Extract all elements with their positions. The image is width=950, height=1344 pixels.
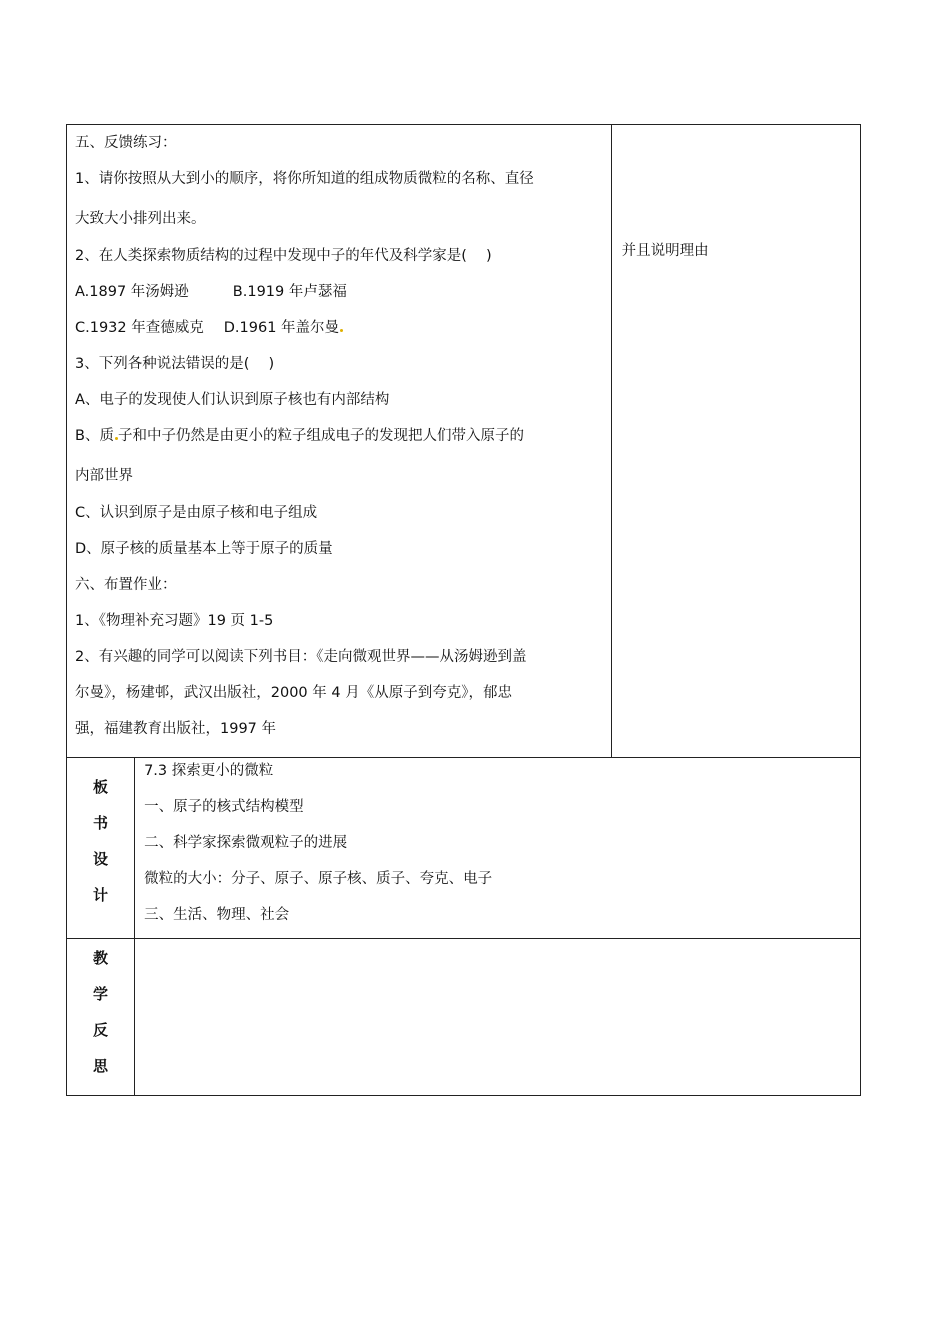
reflection-label-char-1: 教 bbox=[93, 949, 109, 967]
aside-note: 并且说明理由 bbox=[621, 243, 709, 259]
board-design-row bbox=[67, 758, 861, 939]
question-2-option-a: A.1897 年汤姆逊 bbox=[75, 284, 189, 300]
feedback-cell bbox=[67, 125, 612, 758]
question-1-line-1: 1、请你按照从大到小的顺序，将你所知道的组成物质微粒的名称、直径 bbox=[75, 171, 534, 187]
question-1-line-2: 大致大小排列出来。 bbox=[75, 211, 206, 227]
board-line-2: 二、科学家探索微观粒子的进展 bbox=[144, 835, 348, 851]
question-3-option-b-part-1: B、质 bbox=[75, 428, 114, 444]
question-3-stem: 3、下列各种说法错误的是( ) bbox=[75, 356, 275, 372]
feedback-row bbox=[67, 125, 861, 758]
homework-item-1: 1、《物理补充习题》19 页 1-5 bbox=[75, 613, 274, 629]
board-label-char-1: 板 bbox=[93, 778, 109, 796]
question-2-option-d: D.1961 年盖尔曼 bbox=[223, 320, 340, 336]
question-3-option-d: D、原子核的质量基本上等于原子的质量 bbox=[75, 541, 333, 557]
reflection-content-cell bbox=[135, 939, 861, 1096]
question-2-option-b: B.1919 年卢瑟福 bbox=[232, 284, 347, 300]
board-line-3: 微粒的大小：分子、原子、原子核、质子、夸克、电子 bbox=[144, 871, 493, 887]
homework-item-2-line-1: 2、有兴趣的同学可以阅读下列书目：《走向微观世界——从汤姆逊到盖 bbox=[75, 649, 527, 665]
board-line-4: 三、生活、物理、社会 bbox=[144, 907, 290, 923]
board-label-char-2: 书 bbox=[93, 814, 109, 832]
question-2-options-cd bbox=[75, 319, 611, 337]
question-3-option-c: C、认识到原子是由原子核和电子组成 bbox=[75, 505, 318, 521]
question-3-option-b-line-1 bbox=[75, 427, 611, 445]
aside-cell bbox=[611, 125, 860, 758]
question-3-option-b-line-2: 内部世界 bbox=[75, 468, 133, 484]
reflection-label-char-3: 反 bbox=[93, 1021, 109, 1039]
question-2-stem: 2、在人类探索物质结构的过程中发现中子的年代及科学家是( ) bbox=[75, 248, 492, 264]
question-3-option-a: A、电子的发现使人们认识到原子核也有内部结构 bbox=[75, 392, 390, 408]
board-label-char-4: 计 bbox=[93, 886, 109, 904]
board-title: 7.3 探索更小的微粒 bbox=[144, 763, 274, 779]
question-2-option-c: C.1932 年查德威克 bbox=[75, 320, 204, 336]
question-2-options-ab bbox=[75, 283, 611, 301]
lesson-plan-table bbox=[66, 124, 861, 1096]
homework-heading: 六、布置作业： bbox=[75, 577, 177, 593]
marker-dot bbox=[340, 329, 343, 332]
homework-item-2-line-2: 尔曼》，杨建邨，武汉出版社，2000 年 4 月《从原子到夸克》，郁忠 bbox=[75, 685, 512, 701]
board-design-content-cell bbox=[135, 758, 861, 939]
question-3-option-b-part-2: 子和中子仍然是由更小的粒子组成电子的发现把人们带入原子的 bbox=[117, 428, 524, 444]
teaching-reflection-row bbox=[67, 939, 861, 1096]
homework-item-2-line-3: 强，福建教育出版社，1997 年 bbox=[75, 721, 277, 737]
board-line-1: 一、原子的核式结构模型 bbox=[144, 799, 304, 815]
reflection-label-cell bbox=[67, 939, 135, 1096]
board-design-label-cell bbox=[67, 758, 135, 939]
board-label-char-3: 设 bbox=[93, 850, 109, 868]
feedback-heading: 五、反馈练习： bbox=[75, 135, 177, 151]
reflection-label-char-4: 思 bbox=[93, 1057, 109, 1075]
reflection-label-char-2: 学 bbox=[93, 985, 109, 1003]
